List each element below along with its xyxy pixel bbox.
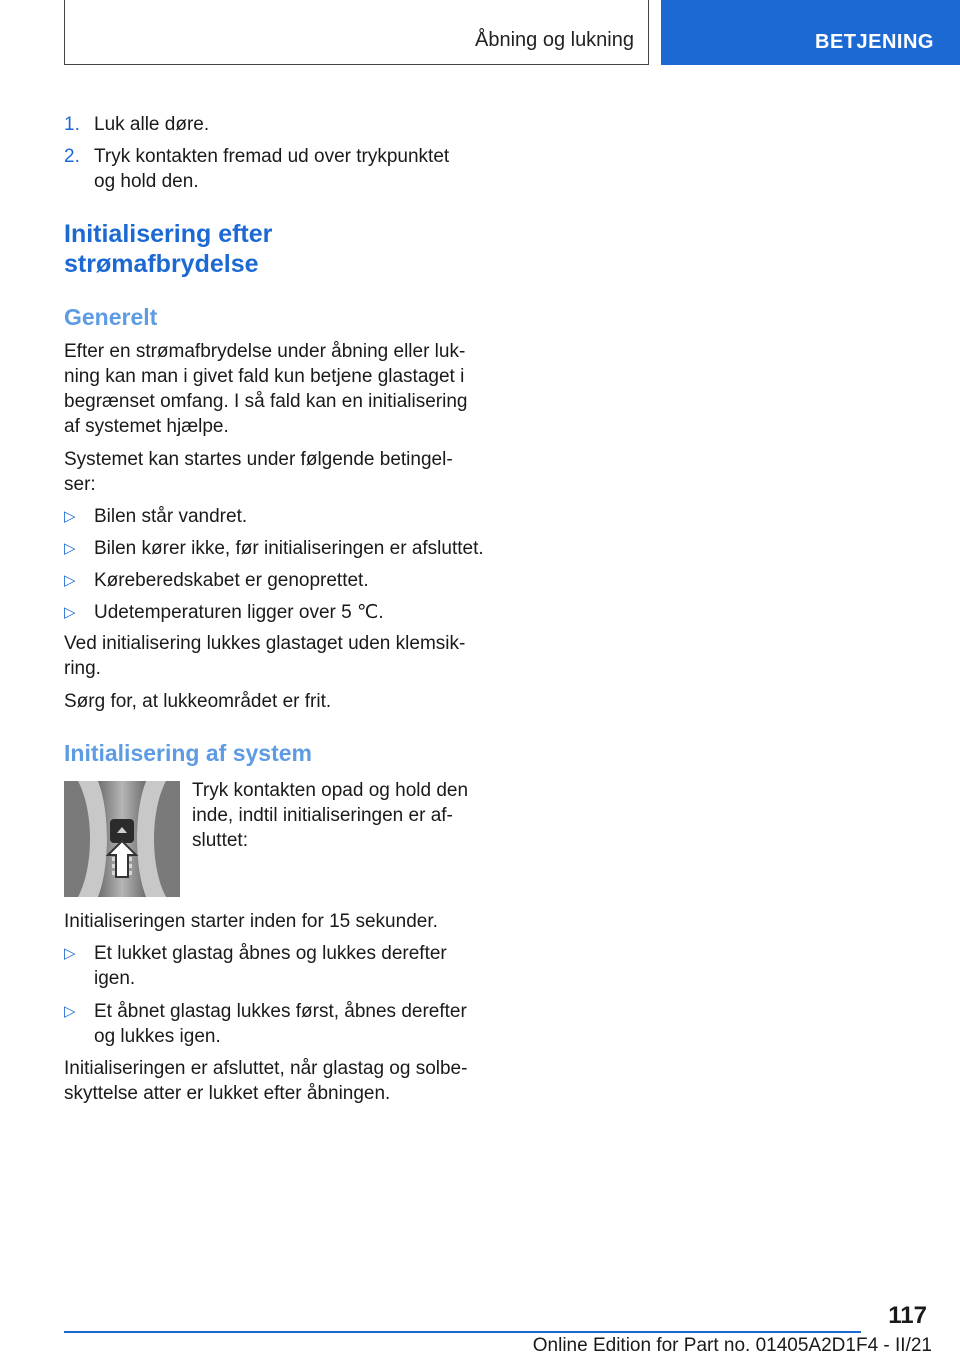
init-paragraph-2: Initialiseringen er afsluttet, når glastag og solbe- skyttelse atter er lukket efter åbningen. [64,1058,468,1104]
bullet-icon: ▷ [64,1003,76,1020]
section-title: Åbning og lukning [474,29,634,51]
bullet-icon: ▷ [64,572,76,589]
step-number: 2. [64,146,80,167]
general-paragraph-1: Efter en strømafbrydelse under åbning eller luk- ning kan man i givet fald kun betjene glastaget i begrænset omfang. I så fald kan en initialisering af systemet hjælpe. [64,341,468,437]
subheading-init: Initialisering af system [64,740,312,766]
chapter-tab [661,0,960,65]
step-text: Luk alle døre. [94,114,210,135]
step-text: Tryk kontakten fremad ud over trykpunktet og hold den. [94,146,450,192]
bullet-icon: ▷ [64,508,76,525]
figure-caption: Tryk kontakten opad og hold den inde, indtil initialiseringen er af- sluttet: [192,780,469,851]
bullet-icon: ▷ [64,945,76,962]
step-number: 1. [64,114,80,135]
subheading-general: Generelt [64,304,158,330]
header-box [64,0,649,65]
chapter-label: BETJENING [815,31,934,53]
bullet-icon: ▷ [64,604,76,621]
general-paragraph-2: Systemet kan startes under følgende betingel- ser: [64,449,453,495]
roof-switch-icon [64,781,180,897]
main-heading: Initialisering efter strømafbrydelse [64,220,273,278]
bullet-icon: ▷ [64,540,76,557]
footer-divider [64,1331,861,1333]
page-number: 117 [888,1302,927,1329]
init-paragraph-1: Initialiseringen starter inden for 15 sekunder. [64,911,438,932]
switch-illustration [64,781,180,897]
general-paragraph-4: Sørg for, at lukkeområdet er frit. [64,691,332,712]
edition-note: Online Edition for Part no. 01405A2D1F4 - II/21 [532,1335,932,1356]
general-paragraph-3: Ved initialisering lukkes glastaget uden klemsik- ring. [64,633,466,679]
